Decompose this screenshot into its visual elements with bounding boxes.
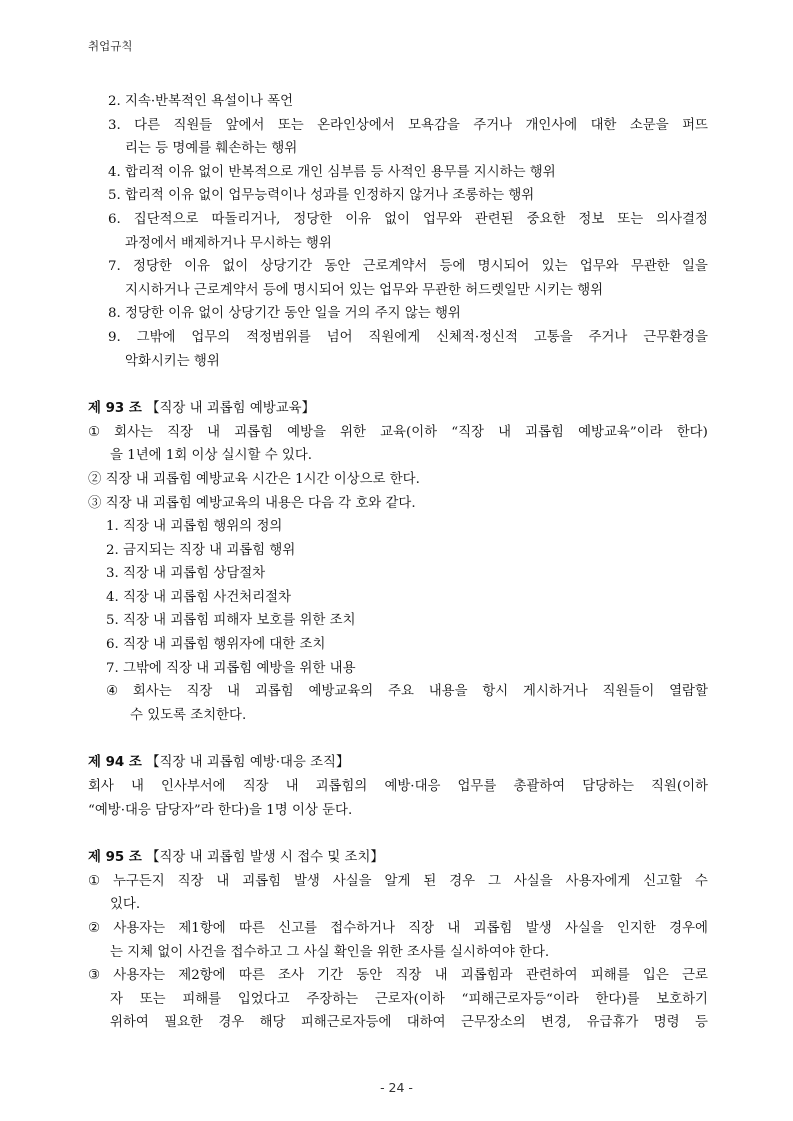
text-line: ① 회사는 직장 내 괴롭힘 예방을 위한 교육(이하 “직장 내 괴롭힘 예방교육”이라 한다) (88, 424, 708, 440)
text-line: 4. 합리적 이유 없이 반복적으로 개인 심부름 등 사적인 용무를 지시하는 행위 (108, 164, 556, 180)
page-number: - 24 - (380, 1080, 413, 1095)
article-title (88, 397, 708, 421)
text-line: ① 누구든지 직장 내 괴롭힘 발생 사실을 알게 된 경우 그 사실을 사용자에게 신고할 수 (88, 873, 708, 889)
article-number: 제 93 조 (88, 401, 142, 417)
section-gap (88, 727, 708, 751)
text-line: 을 1년에 1회 이상 실시할 수 있다. (110, 448, 313, 464)
article-title (88, 846, 708, 870)
text-line: ③ 직장 내 괴롭힘 예방교육의 내용은 다음 각 호와 같다. (88, 495, 416, 511)
text-line: 회사 내 인사부서에 직장 내 괴롭힘의 예방·대응 업무를 총괄하여 담당하는 직원(이하 (88, 779, 708, 795)
document-body (88, 90, 708, 1035)
text-line: 7. 정당한 이유 없이 상당기간 동안 근로계약서 등에 명시되어 있는 업무와 무관한 일을 (108, 259, 708, 275)
text-line: 악화시키는 행위 (125, 353, 220, 369)
text-line: 6. 직장 내 괴롭힘 행위자에 대한 조치 (106, 637, 326, 653)
text-line: 3. 직장 내 괴롭힘 상담절차 (106, 566, 266, 582)
article-heading: 【직장 내 괴롭힘 예방교육】 (141, 401, 316, 417)
text-line: ③ 사용자는 제2항에 따른 조사 기간 동안 직장 내 괴롭힘과 관련하여 피해를 입은 근로 (88, 968, 708, 984)
text-line: 위하여 필요한 경우 해당 피해근로자등에 대하여 근무장소의 변경, 유급휴가 명령 등 (110, 1015, 708, 1031)
text-line: 자 또는 피해를 입었다고 주장하는 근로자(이하 “피해근로자등“이라 한다)를 보호하기 (110, 991, 708, 1007)
text-line: 2. 지속·반복적인 욕설이나 폭언 (108, 94, 294, 109)
text-line: “예방·대응 담당자”라 한다)을 1명 이상 둔다. (88, 802, 353, 818)
text-line: 2. 금지되는 직장 내 괴롭힘 행위 (106, 542, 296, 558)
article-heading: 【직장 내 괴롭힘 예방·대응 조직】 (141, 755, 350, 771)
section-gap (88, 822, 708, 846)
text-line: 7. 그밖에 직장 내 괴롭힘 예방을 위한 내용 (106, 660, 356, 676)
section-gap (88, 373, 708, 397)
text-line: ② 직장 내 괴롭힘 예방교육 시간은 1시간 이상으로 한다. (88, 471, 420, 487)
text-line: 3. 다른 직원들 앞에서 또는 온라인상에서 모욕감을 주거나 개인사에 대한 소문을 퍼뜨 (108, 117, 708, 133)
article-number: 제 95 조 (88, 850, 142, 866)
article-number: 제 94 조 (88, 755, 142, 771)
article-heading: 【직장 내 괴롭힘 발생 시 접수 및 조치】 (141, 850, 384, 866)
text-line: ④ 회사는 직장 내 괴롭힘 예방교육의 주요 내용을 항시 게시하거나 직원들이 열람할 (106, 684, 708, 700)
text-line: 8. 정당한 이유 없이 상당기간 동안 일을 거의 주지 않는 행위 (108, 306, 461, 322)
text-line: 5. 직장 내 괴롭힘 피해자 보호를 위한 조치 (106, 613, 356, 629)
text-line: 1. 직장 내 괴롭힘 행위의 정의 (106, 519, 283, 535)
text-line: 과정에서 배제하거나 무시하는 행위 (125, 235, 332, 251)
text-line: 리는 등 명예를 훼손하는 행위 (125, 141, 298, 157)
text-line: 4. 직장 내 괴롭힘 사건처리절차 (106, 589, 292, 605)
text-line: 5. 합리적 이유 없이 업무능력이나 성과를 인정하지 않거나 조롱하는 행위 (108, 188, 535, 204)
text-line: 수 있도록 조치한다. (130, 707, 247, 723)
text-line: 있다. (110, 897, 141, 913)
text-line: 는 지체 없이 사건을 접수하고 그 사실 확인을 위한 조사를 실시하여야 한다. (110, 944, 550, 960)
text-line: 9. 그밖에 업무의 적정범위를 넘어 직원에게 신체적·정신적 고통을 주거나 근무환경을 (108, 329, 708, 345)
text-line: ② 사용자는 제1항에 따른 신고를 접수하거나 직장 내 괴롭힘 발생 사실을 인지한 경우에 (88, 921, 708, 936)
article-title (88, 751, 708, 775)
text-line: 6. 집단적으로 따돌리거나, 정당한 이유 없이 업무와 관련된 중요한 정보 또는 의사결정 (108, 211, 708, 227)
text-line: 지시하거나 근로계약서 등에 명시되어 있는 업무와 무관한 허드렛일만 시키는 행위 (125, 282, 604, 298)
document-header: 취업규칙 (88, 39, 133, 53)
